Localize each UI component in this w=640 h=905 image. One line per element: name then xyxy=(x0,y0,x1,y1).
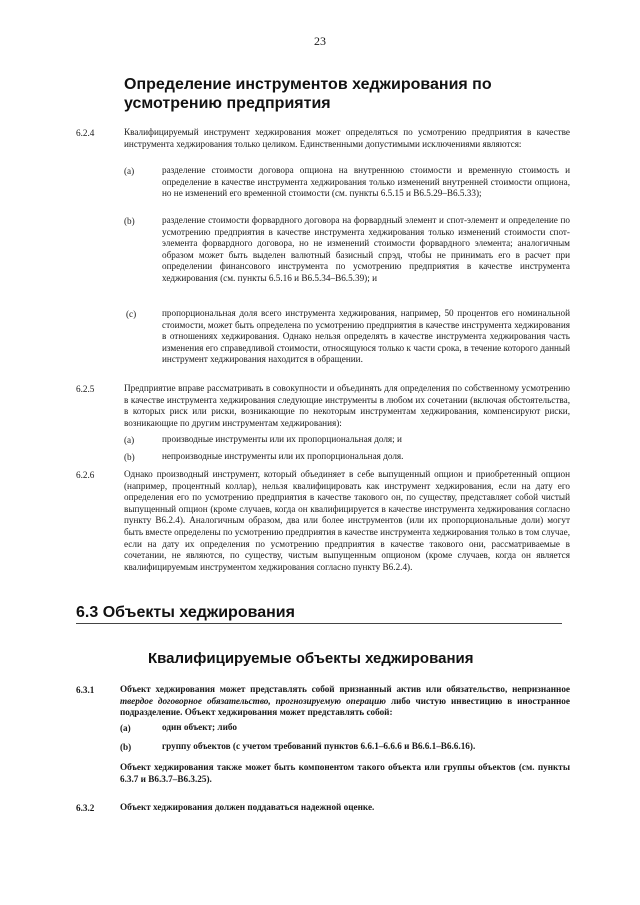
list-item: непроизводные инструменты или их пропорциональная доля. xyxy=(162,451,404,461)
paragraph-number: 6.2.4 xyxy=(76,128,95,138)
list-letter: (a) xyxy=(124,435,135,445)
list-item: один объект; либо xyxy=(162,722,237,732)
page-number: 23 xyxy=(314,34,326,48)
list-letter: (b) xyxy=(124,216,135,226)
list-letter: (a) xyxy=(124,166,135,176)
list-item: разделение стоимости договора опциона на внутреннюю стоимости и временную стоимость и определение в качестве инструмента хеджирования только изменений внутренней стоимости опциона, но не изменений его временной стоимости (см. пункты 6.5.15 и B6.5.29–B6.5.33); xyxy=(162,165,570,199)
list-letter: (b) xyxy=(124,452,135,462)
paragraph-6-2-6: Однако производный инструмент, который объединяет в себе выпущенный опцион и приобретенный опцион (например, процентный коллар), нельзя квалифицировать как инструмент хеджирования, если на дату его определения его по усмотрению предприятия в качестве такового он, по существу, представляет собой чистый выпущенный опцион (кроме случаев, когда он квалифицируется в качестве инструмента хеджирования согласно пункту B6.2.4). Аналогичным образом, два или более инструментов (или их пропорциональные доли) могут быть вместе определены по усмотрению предприятия в качестве инструмента хеджирования только в том случае, если на дату их определения по усмотрению предприятия в качестве такового они, рассматриваемые в сочетании, не являются, по существу, чистым выпущенным опционом (кроме случаев, когда он является квалифицируемым инструментом хеджирования согласно пункту B6.2.4). xyxy=(124,469,570,572)
paragraph-6-3-2: Объект хеджирования должен поддаваться надежной оценке. xyxy=(120,802,375,812)
paragraph-6-2-5: Предприятие вправе рассматривать в совокупности и объединять для определения по собственному усмотрению в качестве инструмента хеджирования следующие инструменты в любом их сочетании (включая обстоятельства, в которых риск или риски, возникающие по некоторым инструментам хеджирования, компенсируют риски, возникающие по другим инструментам хеджирования): xyxy=(124,383,570,428)
paragraph-number: 6.2.5 xyxy=(76,384,95,394)
paragraph-number: 6.3.2 xyxy=(76,803,95,813)
list-item: производные инструменты или их пропорциональная доля; и xyxy=(162,434,402,444)
section-divider xyxy=(76,623,562,624)
paragraph-number: 6.2.6 xyxy=(76,470,95,480)
paragraph-6-3-1: Объект хеджирования может представлять собой признанный актив или обязательство, непризнанное твердое договорное обязательство, прогнозируемую операцию либо чистую инвестицию в иностранное подразделение. Объект хеджирования может представлять собой: xyxy=(120,684,570,718)
list-letter: (c) xyxy=(126,309,137,319)
section-title: 6.3 Объекты хеджирования xyxy=(76,604,295,621)
paragraph-6-2-4: Квалифицируемый инструмент хеджирования может определяться по усмотрению предприятия в качестве инструмента хеджирования только целиком. Единственными допустимыми исключениями являются: xyxy=(124,127,570,149)
paragraph-number: 6.3.1 xyxy=(76,685,95,695)
paragraph-6-3-1-continued: Объект хеджирования также может быть компонентом такого объекта или группы объектов (см. пункты 6.3.7 и B6.3.7–B6.3.25). xyxy=(120,762,570,784)
list-item: группу объектов (с учетом требований пунктов 6.6.1–6.6.6 и B6.6.1–B6.6.16). xyxy=(162,741,476,751)
heading-qualifying-hedged-items: Квалифицируемые объекты хеджирования xyxy=(148,650,474,667)
heading-hedging-instruments-designation: Определение инструментов хеджирования по усмотрению предприятия xyxy=(124,76,492,112)
list-item: разделение стоимости форвардного договора на форвардный элемент и спот-элемент и определение по усмотрению предприятия в качестве инструмента хеджирования только изменений стоимости спот-элемента форвардного договора, но не изменений стоимости форвардного элемента; аналогичным образом может быть выделен валютный базисный спрэд, чтобы не принимать его в расчет при определении финансового инструмента по усмотрению предприятия в качестве инструмента хеджирования (см. пункты 6.5.16 и B6.5.34–B6.5.39); и xyxy=(162,215,570,283)
list-item: пропорциональная доля всего инструмента хеджирования, например, 50 процентов его номинальной стоимости, может быть определена по усмотрению предприятия в качестве инструмента хеджирования в отношениях хеджирования. Однако нельзя определять в качестве инструмента хеджирования часть изменения его справедливой стоимости, относящуюся только к части срока, в течение которого данный инструмент хеджирования находится в обращении. xyxy=(162,308,570,365)
list-letter: (a) xyxy=(120,723,131,733)
list-letter: (b) xyxy=(120,742,132,752)
